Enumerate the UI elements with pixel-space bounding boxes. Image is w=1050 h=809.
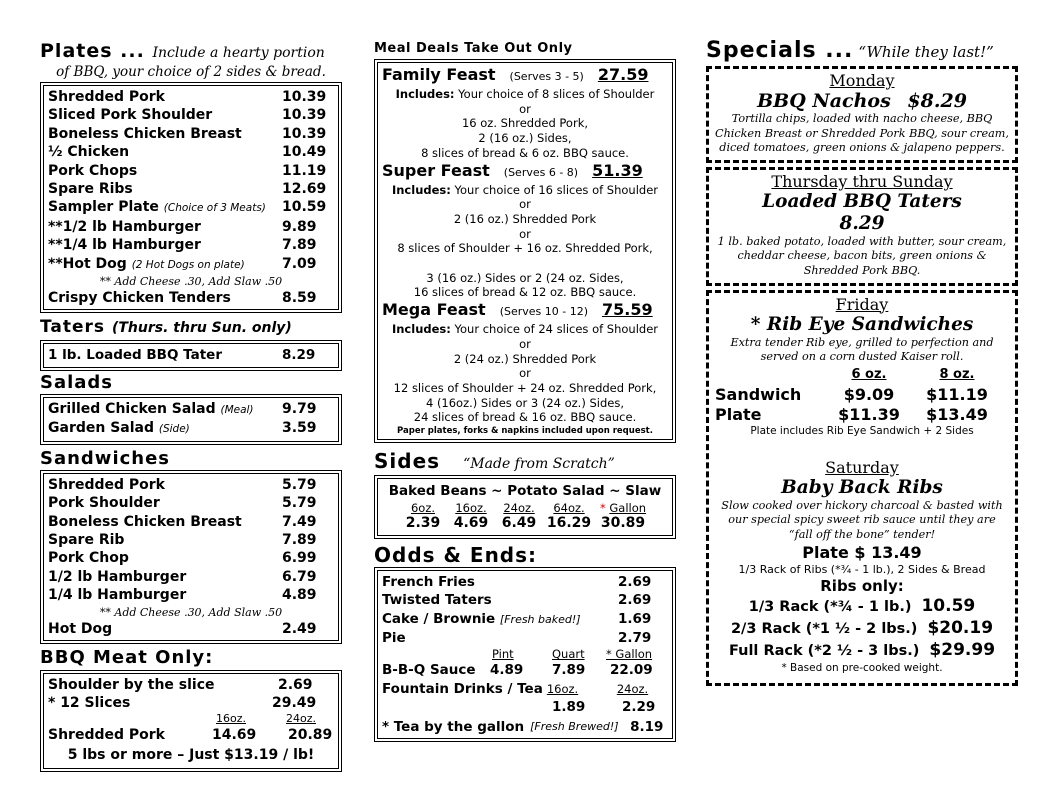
item-name: Shoulder by the slice bbox=[48, 676, 215, 693]
odds-title: Odds & Ends: bbox=[374, 543, 538, 568]
item-price: 10.49 bbox=[282, 144, 327, 161]
sides-items: Baked Beans ~ Potato Salad ~ Slaw bbox=[388, 483, 662, 500]
item-price: 5.79 bbox=[282, 476, 317, 493]
deal-line: 2 (16 oz.) Shredded Pork bbox=[453, 211, 597, 226]
deal-line: 16 oz. Shredded Pork, bbox=[461, 116, 589, 131]
item-name: Shredded Pork bbox=[48, 726, 165, 743]
item-name: 1/4 lb Hamburger bbox=[48, 587, 187, 604]
asterisk-mark: * bbox=[599, 501, 610, 516]
taters-box bbox=[43, 343, 339, 367]
specials-title: Specials ... bbox=[706, 38, 854, 63]
item-name: B-B-Q Sauce bbox=[382, 662, 476, 679]
item-price: 10.39 bbox=[282, 107, 327, 124]
item-name: Pork Chop bbox=[48, 550, 129, 567]
odds-box bbox=[377, 570, 673, 739]
special-name: Loaded BBQ Taters bbox=[762, 190, 962, 212]
size-label: 6 oz. bbox=[851, 366, 887, 382]
deal-price: 51.39 bbox=[592, 160, 643, 180]
deal-name: Family Feast bbox=[382, 65, 496, 84]
deal-line: 16 slices of bread & 12 oz. BBQ sauce. bbox=[413, 285, 637, 300]
plates-box bbox=[43, 85, 339, 310]
odds-list bbox=[382, 573, 668, 647]
deal-line: 12 slices of Shoulder + 24 oz. Shredded Pork, bbox=[393, 380, 657, 395]
rack-label: 2/3 Rack (*1 ½ - 2 lbs.) bbox=[730, 620, 918, 637]
item-name: French Fries bbox=[382, 574, 475, 591]
includes-label: Includes: bbox=[391, 182, 451, 197]
item-name: **Hot Dog (2 Hot Dogs on plate) bbox=[48, 255, 245, 272]
size-text: Gallon bbox=[609, 501, 647, 516]
menu-item-row bbox=[48, 180, 334, 198]
deal-serves: (Serves 6 - 8) bbox=[503, 165, 579, 179]
left-column bbox=[40, 40, 342, 775]
deal-line: Includes: Your choice of 16 slices of Shoulder bbox=[391, 182, 659, 197]
taters-note: (Thurs. thru Sun. only) bbox=[111, 320, 292, 337]
item-price: 8.59 bbox=[282, 290, 317, 307]
item-note: (Meal) bbox=[220, 403, 254, 416]
item-name: **1/4 lb Hamburger bbox=[48, 237, 201, 254]
salads-list bbox=[48, 400, 334, 439]
item-name: Shredded Pork bbox=[48, 476, 165, 493]
bulk-deal: 5 lbs or more – Just $13.19 / lb! bbox=[67, 746, 315, 763]
item-name: Boneless Chicken Breast bbox=[48, 513, 242, 530]
deal-price: 27.59 bbox=[597, 65, 649, 84]
item-name: Hot Dog bbox=[48, 620, 113, 637]
sandwiches-title: Sandwiches bbox=[40, 447, 171, 469]
menu-item-row bbox=[48, 494, 334, 512]
salads-title: Salads bbox=[40, 371, 114, 393]
menu-item-row bbox=[48, 88, 334, 106]
rack-price: $20.19 bbox=[927, 617, 994, 638]
side-price: 6.49 bbox=[501, 515, 537, 532]
special-day: Thursday thru Sunday bbox=[771, 171, 953, 191]
deal-line: 8 slices of bread & 6 oz. BBQ sauce. bbox=[421, 145, 629, 160]
special-day: Monday bbox=[829, 71, 895, 90]
menu-item-row bbox=[48, 400, 334, 419]
bbq-meat-title: BBQ Meat Only: bbox=[40, 646, 214, 668]
item-name: Pie bbox=[382, 629, 406, 646]
item-price: 2.79 bbox=[618, 629, 652, 646]
sandwiches-list bbox=[48, 476, 334, 605]
rack-label: 1/3 Rack (*¾ - 1 lb.) bbox=[748, 598, 912, 615]
special-name: Baby Back Ribs bbox=[781, 476, 943, 498]
item-name: 1 lb. Loaded BBQ Tater bbox=[48, 347, 222, 364]
sides-heading bbox=[374, 450, 676, 472]
size-label: 16oz. bbox=[216, 711, 246, 725]
rack-row bbox=[715, 640, 1009, 662]
item-price: 22.09 bbox=[610, 662, 653, 679]
racks-list bbox=[715, 596, 1009, 662]
special-desc: Slow cooked over hickory charcoal & basted with our special spicy sweet rib sauce until they are “fall off the bone” tender! bbox=[721, 498, 1003, 541]
menu-item-row bbox=[48, 125, 334, 143]
item-price: 4.89 bbox=[282, 587, 317, 604]
menu-item-row bbox=[48, 549, 334, 567]
rack-label: Full Rack (*2 ½ - 3 lbs.) bbox=[728, 642, 920, 659]
deal-line: 3 (16 oz.) Sides or 2 (24 oz. Sides, bbox=[426, 270, 624, 285]
item-name: Twisted Taters bbox=[382, 592, 492, 609]
item-price: 7.89 bbox=[282, 237, 317, 254]
menu-item-row bbox=[48, 255, 334, 274]
item-name: 1/2 lb Hamburger bbox=[48, 568, 187, 585]
item-price: 7.89 bbox=[552, 662, 586, 679]
item-price: 1.89 bbox=[552, 698, 586, 715]
special-desc: 1 lb. baked potato, loaded with butter, sour cream, cheddar cheese, bacon bits, green onions & Shredded Pork BBQ. bbox=[717, 234, 1007, 277]
deal-name: Mega Feast bbox=[382, 300, 486, 320]
item-name: Sampler Plate (Choice of 3 Meats) bbox=[48, 199, 266, 216]
deal-serves: (Serves 3 - 5) bbox=[509, 70, 584, 83]
item-price: $13.49 bbox=[926, 404, 988, 424]
meal-deals-box bbox=[377, 62, 673, 440]
menu-item-row bbox=[48, 236, 334, 254]
item-note: (Side) bbox=[158, 423, 190, 436]
monday-special bbox=[706, 66, 1018, 163]
bbq-meat-box bbox=[43, 673, 339, 769]
item-price: 2.29 bbox=[622, 698, 656, 715]
item-price: 2.69 bbox=[618, 592, 652, 609]
size-label: 16oz. bbox=[546, 681, 579, 696]
item-name: Spare Rib bbox=[48, 531, 125, 548]
deal-serves: (Serves 10 - 12) bbox=[499, 305, 589, 319]
specials-heading bbox=[706, 40, 1018, 62]
item-name: Spare Ribs bbox=[48, 181, 133, 198]
size-label: * Gallon bbox=[606, 647, 653, 662]
menu-item-row bbox=[48, 568, 334, 586]
ribs-only-label: Ribs only: bbox=[820, 576, 904, 595]
taters-title: Taters bbox=[40, 317, 106, 338]
plate-note: 1/3 Rack of Ribs (*¾ - 1 lb.), 2 Sides & Bread bbox=[738, 562, 986, 576]
item-price: 10.39 bbox=[282, 89, 327, 105]
item-price: $9.09 bbox=[843, 384, 895, 404]
deal-line: Includes: Your choice of 24 slices of Shoulder bbox=[391, 322, 659, 337]
special-day: Saturday bbox=[825, 457, 899, 477]
item-price: 2.69 bbox=[618, 574, 652, 591]
plate-note: Plate includes Rib Eye Sandwich + 2 Sides bbox=[750, 424, 974, 437]
paper-note: Paper plates, forks & napkins included upon request. bbox=[397, 426, 653, 437]
sides-tagline: “Made from Scratch” bbox=[463, 456, 615, 473]
item-name: Crispy Chicken Tenders bbox=[48, 290, 231, 307]
plate-price: Plate $ 13.49 bbox=[802, 542, 922, 562]
size-label bbox=[595, 501, 651, 515]
item-price: 3.59 bbox=[282, 420, 317, 437]
item-name: Boneless Chicken Breast bbox=[48, 125, 242, 142]
item-name: Fountain Drinks / Tea bbox=[382, 680, 543, 697]
item-price: 29.49 bbox=[272, 694, 317, 711]
size-label: 24oz. bbox=[616, 681, 649, 696]
item-name: Grilled Chicken Salad (Meal) bbox=[48, 400, 254, 417]
special-desc: Tortilla chips, loaded with nacho cheese, BBQ Chicken Breast or Shredded Pork BBQ, sour cream, diced tomatoes, green onions & jalapeno peppers. bbox=[715, 112, 1009, 155]
menu-item-row bbox=[48, 162, 334, 180]
item-price: 1.69 bbox=[618, 610, 652, 627]
item-name: * 12 Slices bbox=[48, 694, 131, 711]
item-price: 6.99 bbox=[282, 550, 317, 567]
plates-last-row bbox=[48, 289, 334, 307]
item-name: Garden Salad (Side) bbox=[48, 420, 190, 437]
menu-item-row bbox=[48, 106, 334, 124]
deal-line: or bbox=[519, 226, 531, 241]
thursday-special bbox=[706, 167, 1018, 286]
item-price: $11.19 bbox=[926, 384, 988, 404]
item-name: Sandwich bbox=[715, 384, 802, 404]
sides-title: Sides bbox=[374, 449, 441, 474]
plates-addon-note: ** Add Cheese .30, Add Slaw .50 bbox=[99, 275, 283, 289]
size-label: 24oz. bbox=[286, 711, 316, 725]
sandwiches-last-row bbox=[48, 620, 334, 638]
special-desc: Extra tender Rib eye, grilled to perfection and served on a corn dusted Kaiser roll. bbox=[730, 335, 994, 364]
deal-line: 2 (16 oz.) Sides, bbox=[478, 131, 572, 146]
plates-list bbox=[48, 88, 334, 274]
menu-item-row bbox=[382, 610, 668, 629]
item-note: [Fresh Brewed!] bbox=[530, 720, 619, 734]
item-name: Pork Shoulder bbox=[48, 495, 160, 512]
sides-box bbox=[377, 478, 673, 536]
rack-price: 10.59 bbox=[921, 595, 976, 616]
side-price: 16.29 bbox=[546, 515, 592, 532]
side-price: 30.89 bbox=[600, 515, 646, 532]
deal-line: 24 slices of bread & 16 oz. BBQ sauce. bbox=[413, 410, 637, 425]
deal-price: 75.59 bbox=[602, 300, 653, 320]
special-price: 8.29 bbox=[839, 212, 885, 234]
deal-line: 4 (16oz.) Sides or 3 (24 oz.) Sides, bbox=[425, 395, 625, 410]
item-price: 12.69 bbox=[282, 181, 327, 198]
deal-line bbox=[382, 256, 668, 271]
size-label: Quart bbox=[552, 647, 585, 662]
deal-line: or bbox=[519, 197, 531, 212]
taters-heading bbox=[40, 316, 342, 339]
sandwiches-addon-note: ** Add Cheese .30, Add Slaw .50 bbox=[99, 605, 283, 619]
item-name: **1/2 lb Hamburger bbox=[48, 218, 201, 235]
weight-note: * Based on pre-cooked weight. bbox=[781, 661, 943, 674]
item-note: (Choice of 3 Meats) bbox=[163, 202, 266, 215]
menu-item-row bbox=[382, 573, 668, 591]
deal-heading bbox=[382, 300, 668, 322]
menu-item-row bbox=[48, 218, 334, 236]
item-price: 10.39 bbox=[282, 125, 327, 142]
special-price: $8.29 bbox=[907, 90, 967, 112]
item-name: Shredded Pork bbox=[48, 89, 165, 105]
plates-tagline: Include a hearty portion bbox=[152, 45, 325, 61]
item-price: 5.79 bbox=[282, 495, 317, 512]
item-price: 6.79 bbox=[282, 568, 317, 585]
rack-price: $29.99 bbox=[929, 639, 996, 660]
size-label: 6oz. bbox=[410, 501, 436, 516]
item-price: 8.29 bbox=[282, 347, 316, 364]
meal-deals-title: Meal Deals Take Out Only bbox=[374, 41, 573, 56]
deal-line: 2 (24 oz.) Shredded Pork bbox=[453, 351, 597, 366]
item-price: 20.89 bbox=[288, 726, 333, 743]
plates-title: Plates ... bbox=[40, 40, 145, 62]
size-label: 8 oz. bbox=[939, 366, 975, 382]
item-price: 11.19 bbox=[282, 162, 327, 179]
deal-line: or bbox=[519, 101, 531, 116]
rack-row bbox=[715, 618, 1009, 640]
includes-label: Includes: bbox=[395, 87, 455, 101]
item-note: [Fresh baked!] bbox=[499, 612, 581, 626]
size-label: Pint bbox=[492, 647, 514, 662]
menu-item-row bbox=[48, 513, 334, 531]
plates-subtitle: of BBQ, your choice of 2 sides & bread. bbox=[56, 64, 326, 80]
weekend-specials bbox=[706, 290, 1018, 686]
item-price: 2.49 bbox=[282, 620, 317, 637]
menu-item-row bbox=[48, 419, 334, 438]
size-label: 64oz. bbox=[553, 501, 585, 516]
item-price: 4.89 bbox=[490, 662, 524, 679]
sides-price-grid bbox=[382, 501, 668, 531]
deals-list bbox=[382, 65, 668, 425]
side-price: 4.69 bbox=[453, 515, 489, 532]
rack-row bbox=[715, 596, 1009, 618]
deal-heading bbox=[382, 161, 668, 183]
deal-line: 8 slices of Shoulder + 16 oz. Shredded Pork, bbox=[397, 241, 653, 256]
includes-label: Includes: bbox=[391, 322, 451, 337]
salads-box bbox=[43, 397, 339, 442]
size-label: 16oz. bbox=[455, 501, 487, 516]
deal-name: Super Feast bbox=[382, 160, 490, 180]
menu-item-row bbox=[48, 531, 334, 549]
item-price: 2.69 bbox=[278, 676, 313, 693]
deal-heading bbox=[382, 65, 668, 87]
item-price: 7.89 bbox=[282, 531, 317, 548]
menu-item-row bbox=[48, 476, 334, 494]
ribeye-price-grid bbox=[715, 365, 1009, 425]
plates-heading bbox=[40, 40, 342, 62]
item-note: (2 Hot Dogs on plate) bbox=[131, 258, 245, 271]
item-price: 8.19 bbox=[630, 719, 664, 736]
item-name: * Tea by the gallon bbox=[382, 719, 525, 736]
item-name: Sliced Pork Shoulder bbox=[48, 107, 213, 124]
menu-item-row bbox=[48, 198, 334, 217]
item-name: Cake / Brownie [Fresh baked!] bbox=[382, 610, 581, 627]
item-price: 14.69 bbox=[212, 726, 257, 743]
special-name: BBQ Nachos bbox=[757, 90, 891, 112]
menu-item-row bbox=[48, 586, 334, 604]
item-price: 9.79 bbox=[282, 400, 317, 417]
deal-line: or bbox=[519, 366, 531, 381]
specials-tagline: “While they last!” bbox=[858, 43, 994, 61]
sandwiches-box bbox=[43, 473, 339, 641]
middle-column bbox=[374, 40, 676, 743]
item-price: $11.39 bbox=[838, 404, 900, 424]
item-name: ½ Chicken bbox=[48, 144, 130, 161]
item-name: Plate bbox=[715, 404, 762, 424]
menu-item-row bbox=[48, 143, 334, 161]
deal-line: Includes: Your choice of 8 slices of Shoulder bbox=[395, 87, 655, 101]
size-label: 24oz. bbox=[503, 501, 535, 516]
item-price: 10.59 bbox=[282, 199, 327, 216]
item-price: 9.89 bbox=[282, 218, 317, 235]
special-day: Friday bbox=[835, 294, 889, 314]
special-name: * Rib Eye Sandwiches bbox=[750, 313, 974, 335]
menu-item-row bbox=[382, 629, 668, 647]
side-price: 2.39 bbox=[405, 515, 441, 532]
item-name: Pork Chops bbox=[48, 162, 138, 179]
menu-item-row bbox=[382, 591, 668, 609]
right-column bbox=[706, 40, 1018, 690]
deal-line: or bbox=[519, 336, 531, 351]
item-price: 7.49 bbox=[282, 513, 317, 530]
item-price: 7.09 bbox=[282, 255, 317, 272]
